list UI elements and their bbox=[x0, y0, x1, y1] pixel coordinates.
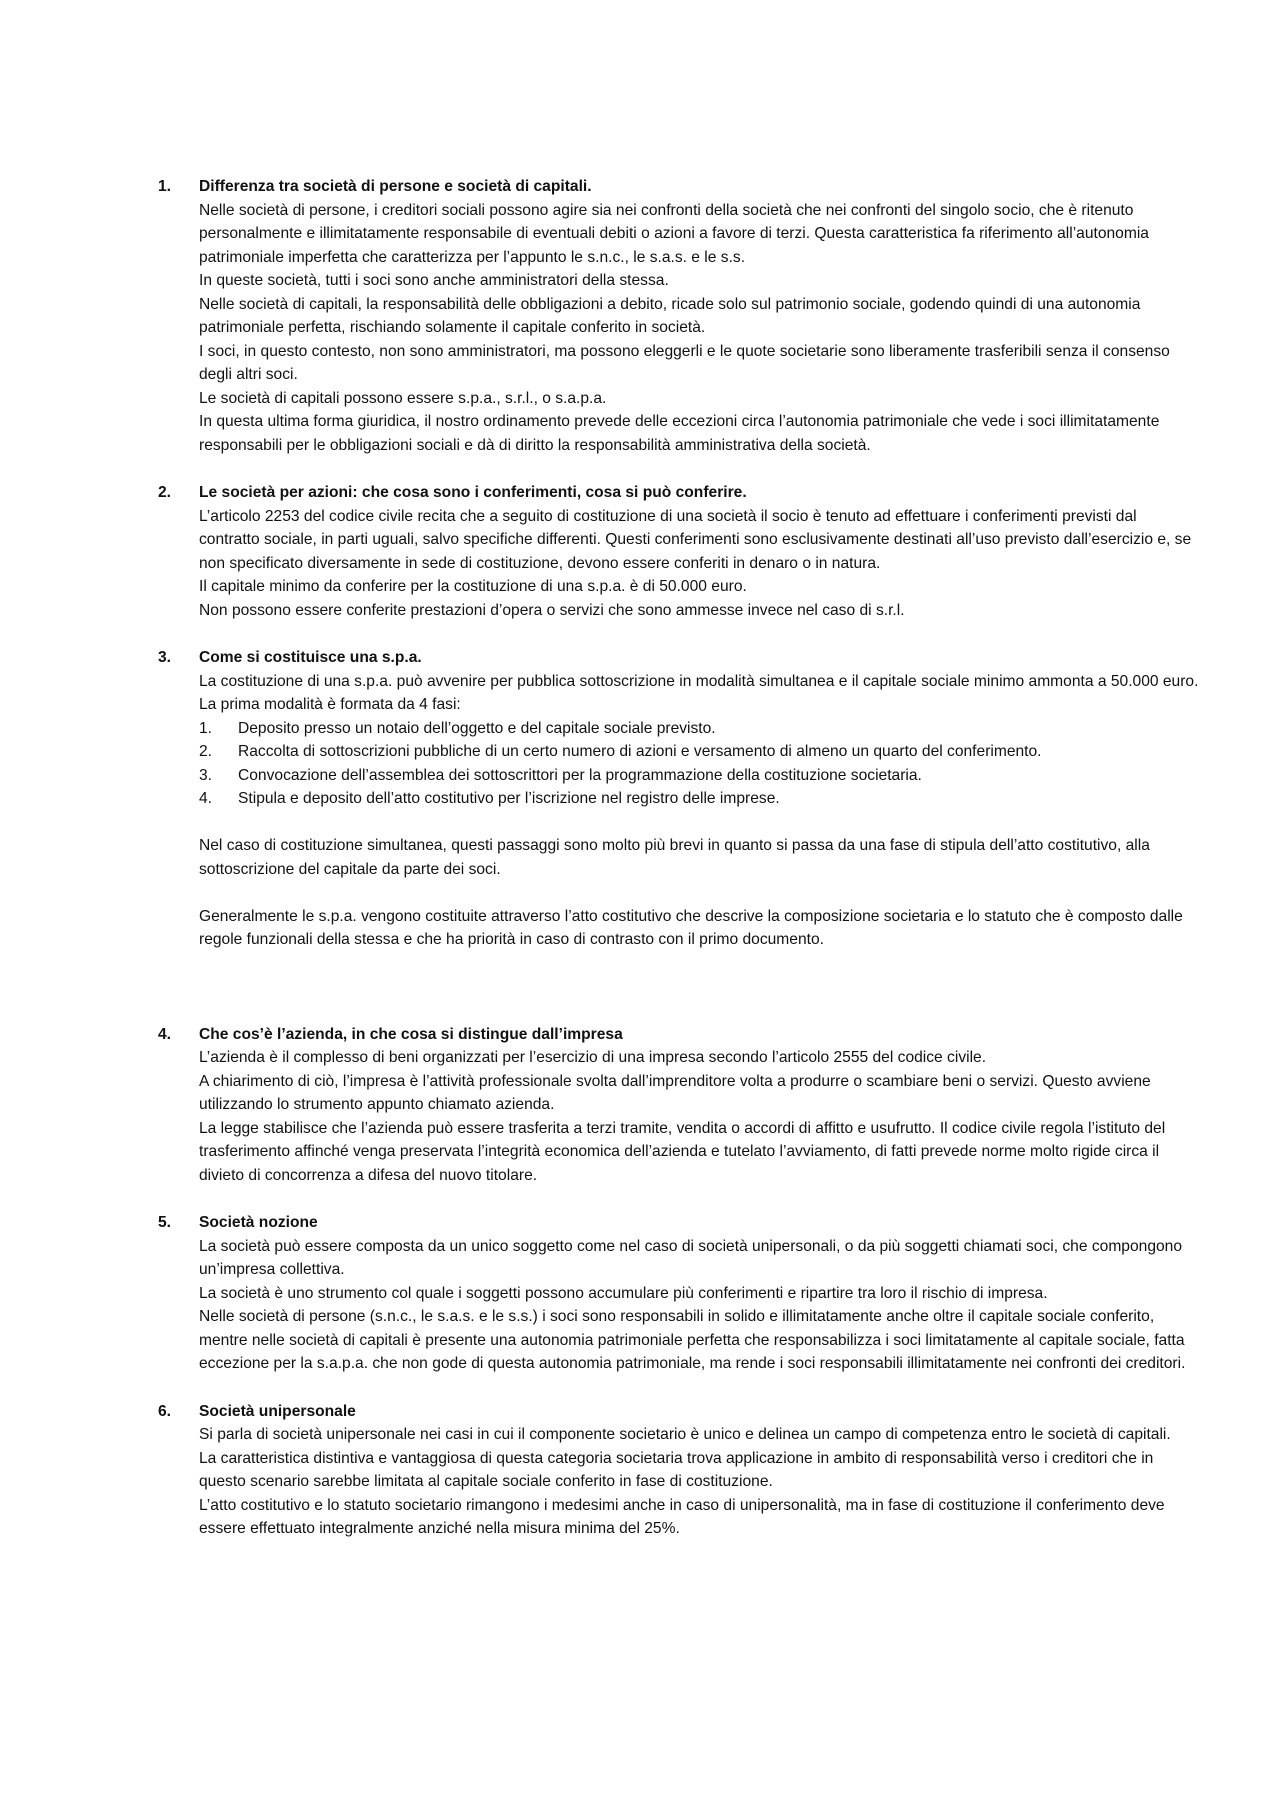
step-number: 2. bbox=[199, 743, 213, 760]
list-item bbox=[199, 764, 1200, 788]
section-5 bbox=[158, 1211, 1200, 1376]
step-number: 1. bbox=[199, 719, 213, 737]
paragraph: La prima modalità è formata da 4 fasi: bbox=[199, 696, 461, 713]
section-number: 6. bbox=[158, 1402, 172, 1420]
list-item bbox=[199, 717, 1200, 741]
paragraph: Nelle società di persone (s.n.c., le s.a.s. e le s.s.) i soci sono responsabili in solido e illimitatamente anche oltre il capitale sociale conferito, mentre nelle società di capitali è presente una autonomia patrimoniale perfetta che responsabilizza i soci limitatamente al capitale sociale, fatta eccezione per la s.a.p.a. che non gode di questa autonomia patrimoniale, ma rende i soci responsabili illimitatamente nei confronti dei creditori. bbox=[199, 1308, 1186, 1372]
paragraph: In questa ultima forma giuridica, il nostro ordinamento prevede delle eccezioni circa l’autonomia patrimoniale che vede i soci illimitatamente responsabili per le obbligazioni sociali e dà di diritto la responsabilità amministrativa della società. bbox=[199, 413, 1160, 454]
list-item bbox=[199, 740, 1200, 764]
section-title: Le società per azioni: che cosa sono i conferimenti, cosa si può conferire. bbox=[199, 484, 747, 501]
step-number: 3. bbox=[199, 766, 213, 784]
paragraph: Il capitale minimo da conferire per la costituzione di una s.p.a. è di 50.000 euro. bbox=[199, 578, 747, 595]
paragraph: L’azienda è il complesso di beni organizzati per l’esercizio di una impresa secondo l’articolo 2555 del codice civile. bbox=[199, 1049, 987, 1066]
step-text: Raccolta di sottoscrizioni pubbliche di un certo numero di azioni e versamento di almeno un quarto del conferimento. bbox=[238, 743, 1042, 760]
paragraph: Nelle società di capitali, la responsabilità delle obbligazioni a debito, ricade solo sul patrimonio sociale, godendo quindi di una autonomia patrimoniale perfetta, rischiando solamente il capitale conferito in società. bbox=[199, 295, 1141, 336]
section-number: 4. bbox=[158, 1025, 172, 1043]
section-number: 5. bbox=[158, 1214, 172, 1231]
paragraph: A chiarimento di ciò, l’impresa è l’attività professionale svolta dall’imprenditore volta a produrre o scambiare beni o servizi. Questo avviene utilizzando lo strumento appunto chiamato azienda. bbox=[199, 1072, 1151, 1113]
section-title: Che cos’è l’azienda, in che cosa si distingue dall’impresa bbox=[199, 1025, 623, 1043]
steps-list bbox=[199, 717, 1200, 811]
section-2 bbox=[158, 481, 1200, 622]
step-text: Deposito presso un notaio dell’oggetto e del capitale sociale previsto. bbox=[238, 719, 716, 737]
section-title: Società nozione bbox=[199, 1214, 318, 1231]
step-number: 4. bbox=[199, 790, 213, 807]
section-title: Come si costituisce una s.p.a. bbox=[199, 649, 422, 666]
paragraph: Le società di capitali possono essere s.p.a., s.r.l., o s.a.p.a. bbox=[199, 389, 607, 407]
section-number: 1. bbox=[158, 178, 172, 195]
section-title: Società unipersonale bbox=[199, 1402, 356, 1420]
section-1 bbox=[158, 175, 1200, 457]
paragraph: I soci, in questo contesto, non sono amministratori, ma possono eleggerli e le quote societarie sono liberamente trasferibili senza il consenso degli altri soci. bbox=[199, 342, 1170, 383]
paragraph: In queste società, tutti i soci sono anche amministratori della stessa. bbox=[199, 272, 669, 289]
paragraph: La società è uno strumento col quale i soggetti possono accumulare più conferimenti e ripartire tra loro il rischio di impresa. bbox=[199, 1284, 1048, 1302]
paragraph: Non possono essere conferite prestazioni d’opera o servizi che sono ammesse invece nel caso di s.r.l. bbox=[199, 601, 905, 619]
paragraph: La società può essere composta da un unico soggetto come nel caso di società unipersonali, o da più soggetti chiamati soci, che compongono un’impresa collettiva. bbox=[199, 1237, 1183, 1278]
section-number: 2. bbox=[158, 484, 172, 501]
paragraph: Si parla di società unipersonale nei casi in cui il componente societario è unico e delinea un campo di competenza entro le società di capitali. bbox=[199, 1426, 1171, 1443]
section-number: 3. bbox=[158, 649, 172, 666]
paragraph: L’atto costitutivo e lo statuto societario rimangono i medesimi anche in caso di unipersonalità, ma in fase di costituzione il conferimento deve essere effettuato integralmente anziché nella misura minima del 25%. bbox=[199, 1496, 1165, 1537]
section-4 bbox=[158, 1023, 1200, 1188]
paragraph: L’articolo 2253 del codice civile recita che a seguito di costituzione di una società il socio è tenuto ad effettuare i conferimenti previsti dal contratto sociale, in parti uguali, salvo specifiche differenti. Questi conferimenti sono esclusivamente destinati all’uso previsto dall’esercizio e, se non specificato diversamente in sede di costituzione, devono essere conferiti in denaro o in natura. bbox=[199, 507, 1192, 572]
paragraph: La legge stabilisce che l’azienda può essere trasferita a terzi tramite, vendita o accordi di affitto e usufrutto. Il codice civile regola l’istituto del trasferimento affinché venga preservata l’integrità economica dell’azienda e tutelato l’avviamento, di fatti prevede norme molto rigide circa il divieto di concorrenza a difesa del nuovo titolare. bbox=[199, 1119, 1166, 1184]
section-title: Differenza tra società di persone e società di capitali. bbox=[199, 178, 592, 195]
list-item bbox=[199, 787, 1200, 811]
paragraph: Nel caso di costituzione simultanea, questi passaggi sono molto più brevi in quanto si passa da una fase di stipula dell’atto costitutivo, alla sottoscrizione del capitale da parte dei soci. bbox=[199, 837, 1150, 878]
paragraph: La costituzione di una s.p.a. può avvenire per pubblica sottoscrizione in modalità simultanea e il capitale sociale minimo ammonta a 50.000 euro. bbox=[199, 672, 1199, 690]
step-text: Convocazione dell’assemblea dei sottoscrittori per la programmazione della costituzione societaria. bbox=[238, 766, 922, 784]
section-6 bbox=[158, 1400, 1200, 1541]
section-3 bbox=[158, 646, 1200, 952]
paragraph: Nelle società di persone, i creditori sociali possono agire sia nei confronti della società che nei confronti del singolo socio, che è ritenuto personalmente e illimitatamente responsabile di eventuali debiti o azioni a favore di terzi. Questa caratteristica fa riferimento all’autonomia patrimoniale imperfetta che caratterizza per l’appunto le s.n.c., le s.a.s. e le s.s. bbox=[199, 201, 1149, 266]
paragraph: La caratteristica distintiva e vantaggiosa di questa categoria societaria trova applicazione in ambito di responsabilità verso i creditori che in questo scenario sarebbe limitata al capitale sociale conferito in fase di costituzione. bbox=[199, 1449, 1154, 1490]
step-text: Stipula e deposito dell’atto costitutivo per l’iscrizione nel registro delle imprese. bbox=[238, 790, 780, 807]
paragraph: Generalmente le s.p.a. vengono costituite attraverso l’atto costitutivo che descrive la composizione societaria e lo statuto che è composto dalle regole funzionali della stessa e che ha priorità in caso di contrasto con il primo documento. bbox=[199, 907, 1183, 948]
